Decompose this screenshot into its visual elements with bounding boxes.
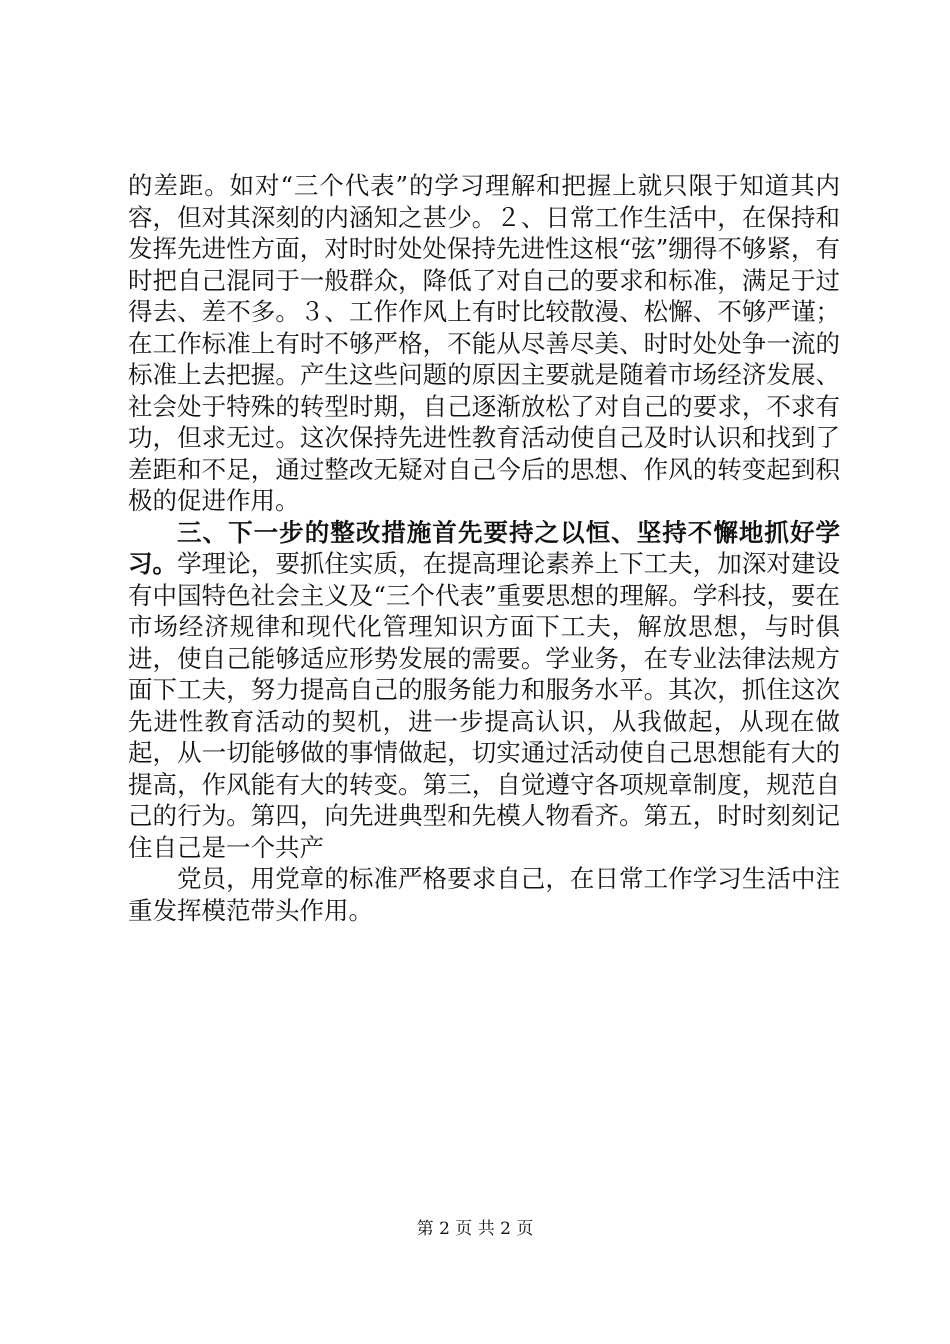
paragraph-2 [128,517,840,864]
paragraph-1-text: 的差距。如对“三个代表”的学习理解和把握上就只限于知道其内容，但对其深刻的内涵知之甚少。２、日常工作生活中，在保持和发挥先进性方面，对时时处处保持先进性这根“弦”绷得不够紧，有时把自己混同于一般群众，降低了对自己的要求和标准，满足于过得去、差不多。３、工作作风上有时比较散漫、松懈、不够严谨；在工作标准上有时不够严格，不能从尽善尽美、时时处处争一流的标准上去把握。产生这些问题的原因主要就是随着市场经济发展、社会处于特殊的转型时期，自己逐渐放松了对自己的要求，不求有功，但求无过。这次保持先进性教育活动使自己及时认识和找到了差距和不足，通过整改无疑对自己今后的思想、作风的转变起到积极的促进作用。 [128,171,840,515]
paragraph-2-heading: 三、下一步的整改措施首先要持之以恒、坚持不懈地抓好学习。 [128,517,840,578]
paragraph-1 [128,170,840,517]
page-number-label: 第 2 页 共 2 页 [416,1219,534,1239]
page-footer [0,1214,950,1239]
paragraph-3 [128,863,840,926]
paragraph-2-text: 学理论，要抓住实质，在提高理论素养上下工夫，加深对建设有中国特色社会主义及“三个代表”重要思想的理解。学科技，要在市场经济规律和现代化管理知识方面下工夫，解放思想，与时俱进，使自己能够适应形势发展的需要。学业务，在专业法律法规方面下工夫，努力提高自己的服务能力和服务水平。其次，抓住这次先进性教育活动的契机，进一步提高认识，从我做起，从现在做起，从一切能够做的事情做起，切实通过活动使自己思想能有大的提高，作风能有大的转变。第三，自觉遵守各项规章制度，规范自己的行为。第四，向先进典型和先模人物看齐。第五，时时刻刻记住自己是一个共产 [128,549,840,862]
document-body [128,170,840,926]
paragraph-3-text: 党员，用党章的标准严格要求自己，在日常工作学习生活中注重发挥模范带头作用。 [128,864,840,925]
